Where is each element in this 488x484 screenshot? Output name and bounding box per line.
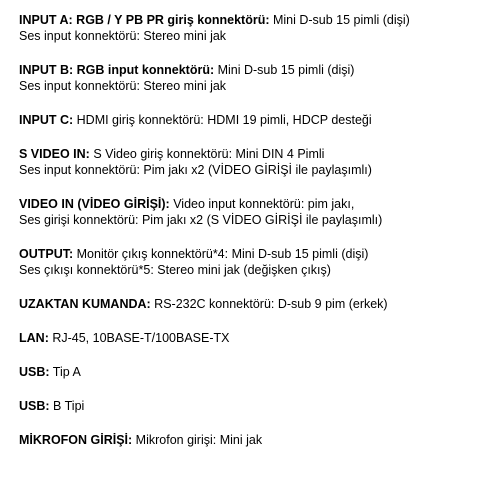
spec-entry-usb-b xyxy=(19,398,488,414)
spec-label: USB: xyxy=(19,399,50,413)
spec-entry-s-video-in xyxy=(19,146,488,178)
spec-entry-input-b xyxy=(19,62,488,94)
spec-line xyxy=(19,432,488,448)
spec-line xyxy=(19,246,488,262)
spec-label: INPUT C: xyxy=(19,113,74,127)
spec-line xyxy=(19,364,488,380)
spec-line-2: Ses çıkışı konnektörü*5: Stereo mini jak (değişken çıkış) xyxy=(19,263,331,277)
spec-value: Monitör çıkış konnektörü*4: Mini D-sub 15 pimli (dişi) xyxy=(73,247,369,261)
spec-entry-usb-a xyxy=(19,364,488,380)
spec-line-2: Ses input konnektörü: Stereo mini jak xyxy=(19,29,227,43)
spec-value: RJ-45, 10BASE-T/100BASE-TX xyxy=(48,331,230,345)
spec-line xyxy=(19,12,488,28)
spec-value: B Tipi xyxy=(49,399,85,413)
spec-line xyxy=(19,296,488,312)
spec-value: Mini D-sub 15 pimli (dişi) xyxy=(214,63,355,77)
spec-line-2: Ses input konnektörü: Stereo mini jak xyxy=(19,79,227,93)
spec-line xyxy=(19,62,488,78)
spec-entry-lan xyxy=(19,330,488,346)
spec-label: UZAKTAN KUMANDA: xyxy=(19,297,151,311)
spec-value: S Video giriş konnektörü: Mini DIN 4 Pimli xyxy=(89,147,325,161)
spec-label: S VIDEO IN: xyxy=(19,147,90,161)
spec-line xyxy=(19,330,488,346)
spec-label: OUTPUT: xyxy=(19,247,74,261)
spec-label: INPUT A: RGB / Y PB PR giriş konnektörü: xyxy=(19,13,270,27)
spec-line xyxy=(19,112,488,128)
spec-entry-input-c xyxy=(19,112,488,128)
spec-line xyxy=(19,146,488,162)
spec-value: HDMI giriş konnektörü: HDMI 19 pimli, HDCP desteği xyxy=(73,113,372,127)
spec-entry-microphone-in xyxy=(19,432,488,448)
spec-entry-video-in xyxy=(19,196,488,228)
spec-value: Mini D-sub 15 pimli (dişi) xyxy=(269,13,410,27)
spec-label: VIDEO IN (VİDEO GİRİŞİ): xyxy=(19,197,170,211)
spec-label: LAN: xyxy=(19,331,49,345)
spec-entry-input-a xyxy=(19,12,488,44)
spec-entry-remote-control xyxy=(19,296,488,312)
spec-value: Tip A xyxy=(49,365,81,379)
spec-line xyxy=(19,398,488,414)
spec-label: MİKROFON GİRİŞİ: xyxy=(19,433,133,447)
spec-value: Mikrofon girişi: Mini jak xyxy=(132,433,263,447)
spec-value: RS-232C konnektörü: D-sub 9 pim (erkek) xyxy=(150,297,388,311)
spec-line-2: Ses input konnektörü: Pim jakı x2 (VİDEO GİRİŞİ ile paylaşımlı) xyxy=(19,163,372,177)
spec-label: USB: xyxy=(19,365,50,379)
spec-value: Video input konnektörü: pim jakı, xyxy=(169,197,355,211)
spec-label: INPUT B: RGB input konnektörü: xyxy=(19,63,215,77)
spec-line-2: Ses girişi konnektörü: Pim jakı x2 (S VİDEO GİRİŞİ ile paylaşımlı) xyxy=(19,213,383,227)
spec-line xyxy=(19,196,488,212)
spec-entry-output xyxy=(19,246,488,278)
